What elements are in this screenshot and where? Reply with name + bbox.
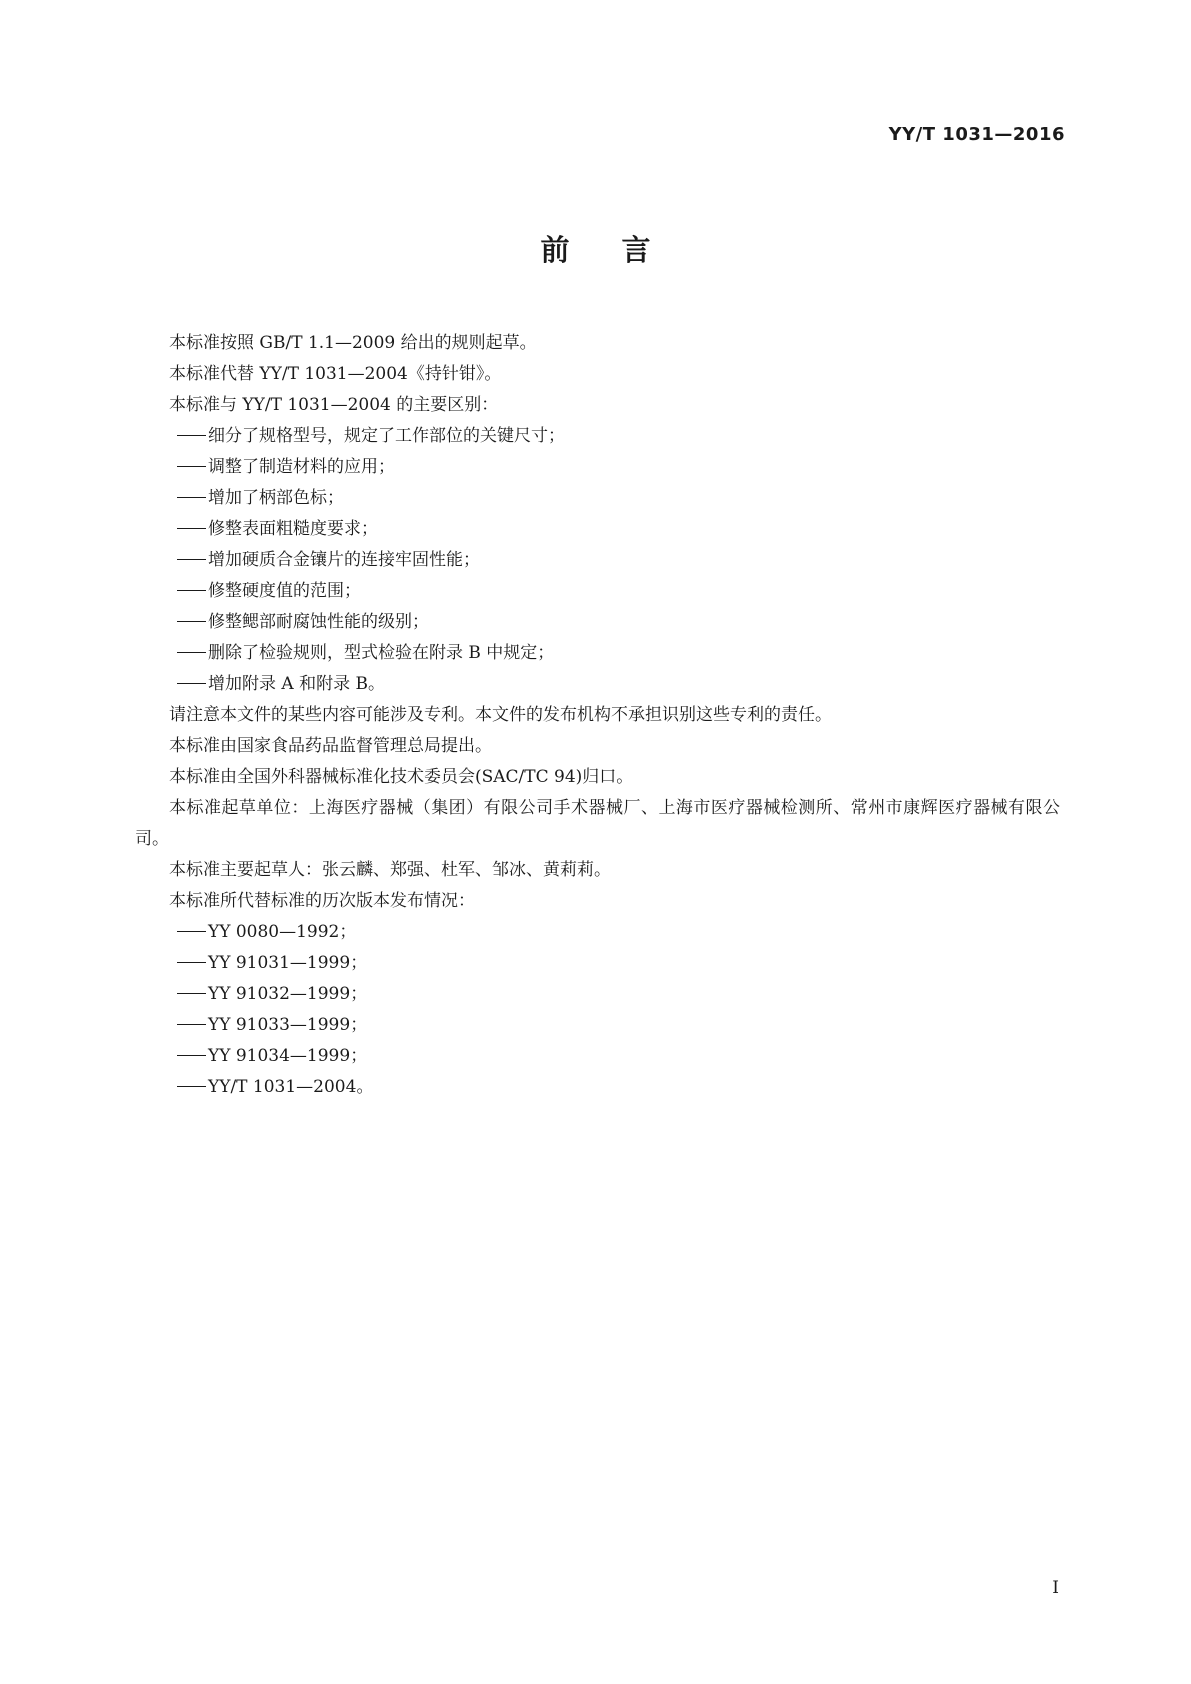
- dash-mark: [177, 683, 206, 684]
- paragraph-technical-committee: 本标准由全国外科器械标准化技术委员会(SAC/TC 94)归口。: [169, 767, 634, 787]
- dash-mark: [177, 993, 206, 994]
- list-item: 修整硬度值的范围；: [135, 576, 1060, 607]
- dash-mark: [177, 1055, 206, 1056]
- list-item: YY 0080—1992；: [135, 917, 1060, 948]
- dash-mark: [177, 590, 206, 591]
- dash-mark: [177, 435, 206, 436]
- list-item: YY 91032—1999；: [135, 979, 1060, 1010]
- dash-mark: [177, 931, 206, 932]
- list-item: 修整表面粗糙度要求；: [135, 514, 1060, 545]
- dash-mark: [177, 497, 206, 498]
- list-item: YY 91033—1999；: [135, 1010, 1060, 1041]
- dash-mark: [177, 559, 206, 560]
- document-body: [135, 328, 1060, 1103]
- paragraph-drafting-units: 本标准起草单位：上海医疗器械（集团）有限公司手术器械厂、上海市医疗器械检测所、常州市康辉医疗器械有限公司。: [135, 798, 1060, 849]
- paragraph-proposed-by: 本标准由国家食品药品监督管理总局提出。: [169, 736, 492, 756]
- list-item: YY 91031—1999；: [135, 948, 1060, 979]
- dash-mark: [177, 1024, 206, 1025]
- paragraph-drafters: 本标准主要起草人：张云麟、郑强、杜军、邹冰、黄莉莉。: [169, 860, 611, 880]
- list-item: 修整鳃部耐腐蚀性能的级别；: [135, 607, 1060, 638]
- dash-mark: [177, 962, 206, 963]
- dash-mark: [177, 621, 206, 622]
- dash-mark: [177, 528, 206, 529]
- paragraph-main-differences: 本标准与 YY/T 1031—2004 的主要区别：: [169, 395, 499, 415]
- list-item: 调整了制造材料的应用；: [135, 452, 1060, 483]
- page-title: 前言: [540, 233, 703, 267]
- list-item: 增加硬质合金镶片的连接牢固性能；: [135, 545, 1060, 576]
- list-item: 删除了检验规则，型式检验在附录 B 中规定；: [135, 638, 1060, 669]
- paragraph-history-intro: 本标准所代替标准的历次版本发布情况：: [169, 891, 475, 911]
- dash-mark: [177, 652, 206, 653]
- list-item: 增加附录 A 和附录 B。: [135, 669, 1060, 700]
- standard-number: YY/T 1031—2016: [888, 124, 1065, 145]
- list-item: 细分了规格型号，规定了工作部位的关键尺寸；: [135, 421, 1060, 452]
- list-item: YY/T 1031—2004。: [135, 1072, 1060, 1103]
- page-number: I: [1052, 1578, 1059, 1598]
- dash-mark: [177, 1086, 206, 1087]
- list-item: YY 91034—1999；: [135, 1041, 1060, 1072]
- paragraph-drafting-rules: 本标准按照 GB/T 1.1—2009 给出的规则起草。: [169, 333, 537, 353]
- dash-mark: [177, 466, 206, 467]
- paragraph-patent-notice: 请注意本文件的某些内容可能涉及专利。本文件的发布机构不承担识别这些专利的责任。: [169, 705, 832, 725]
- list-item: 增加了柄部色标；: [135, 483, 1060, 514]
- paragraph-replaces: 本标准代替 YY/T 1031—2004《持针钳》。: [169, 364, 502, 384]
